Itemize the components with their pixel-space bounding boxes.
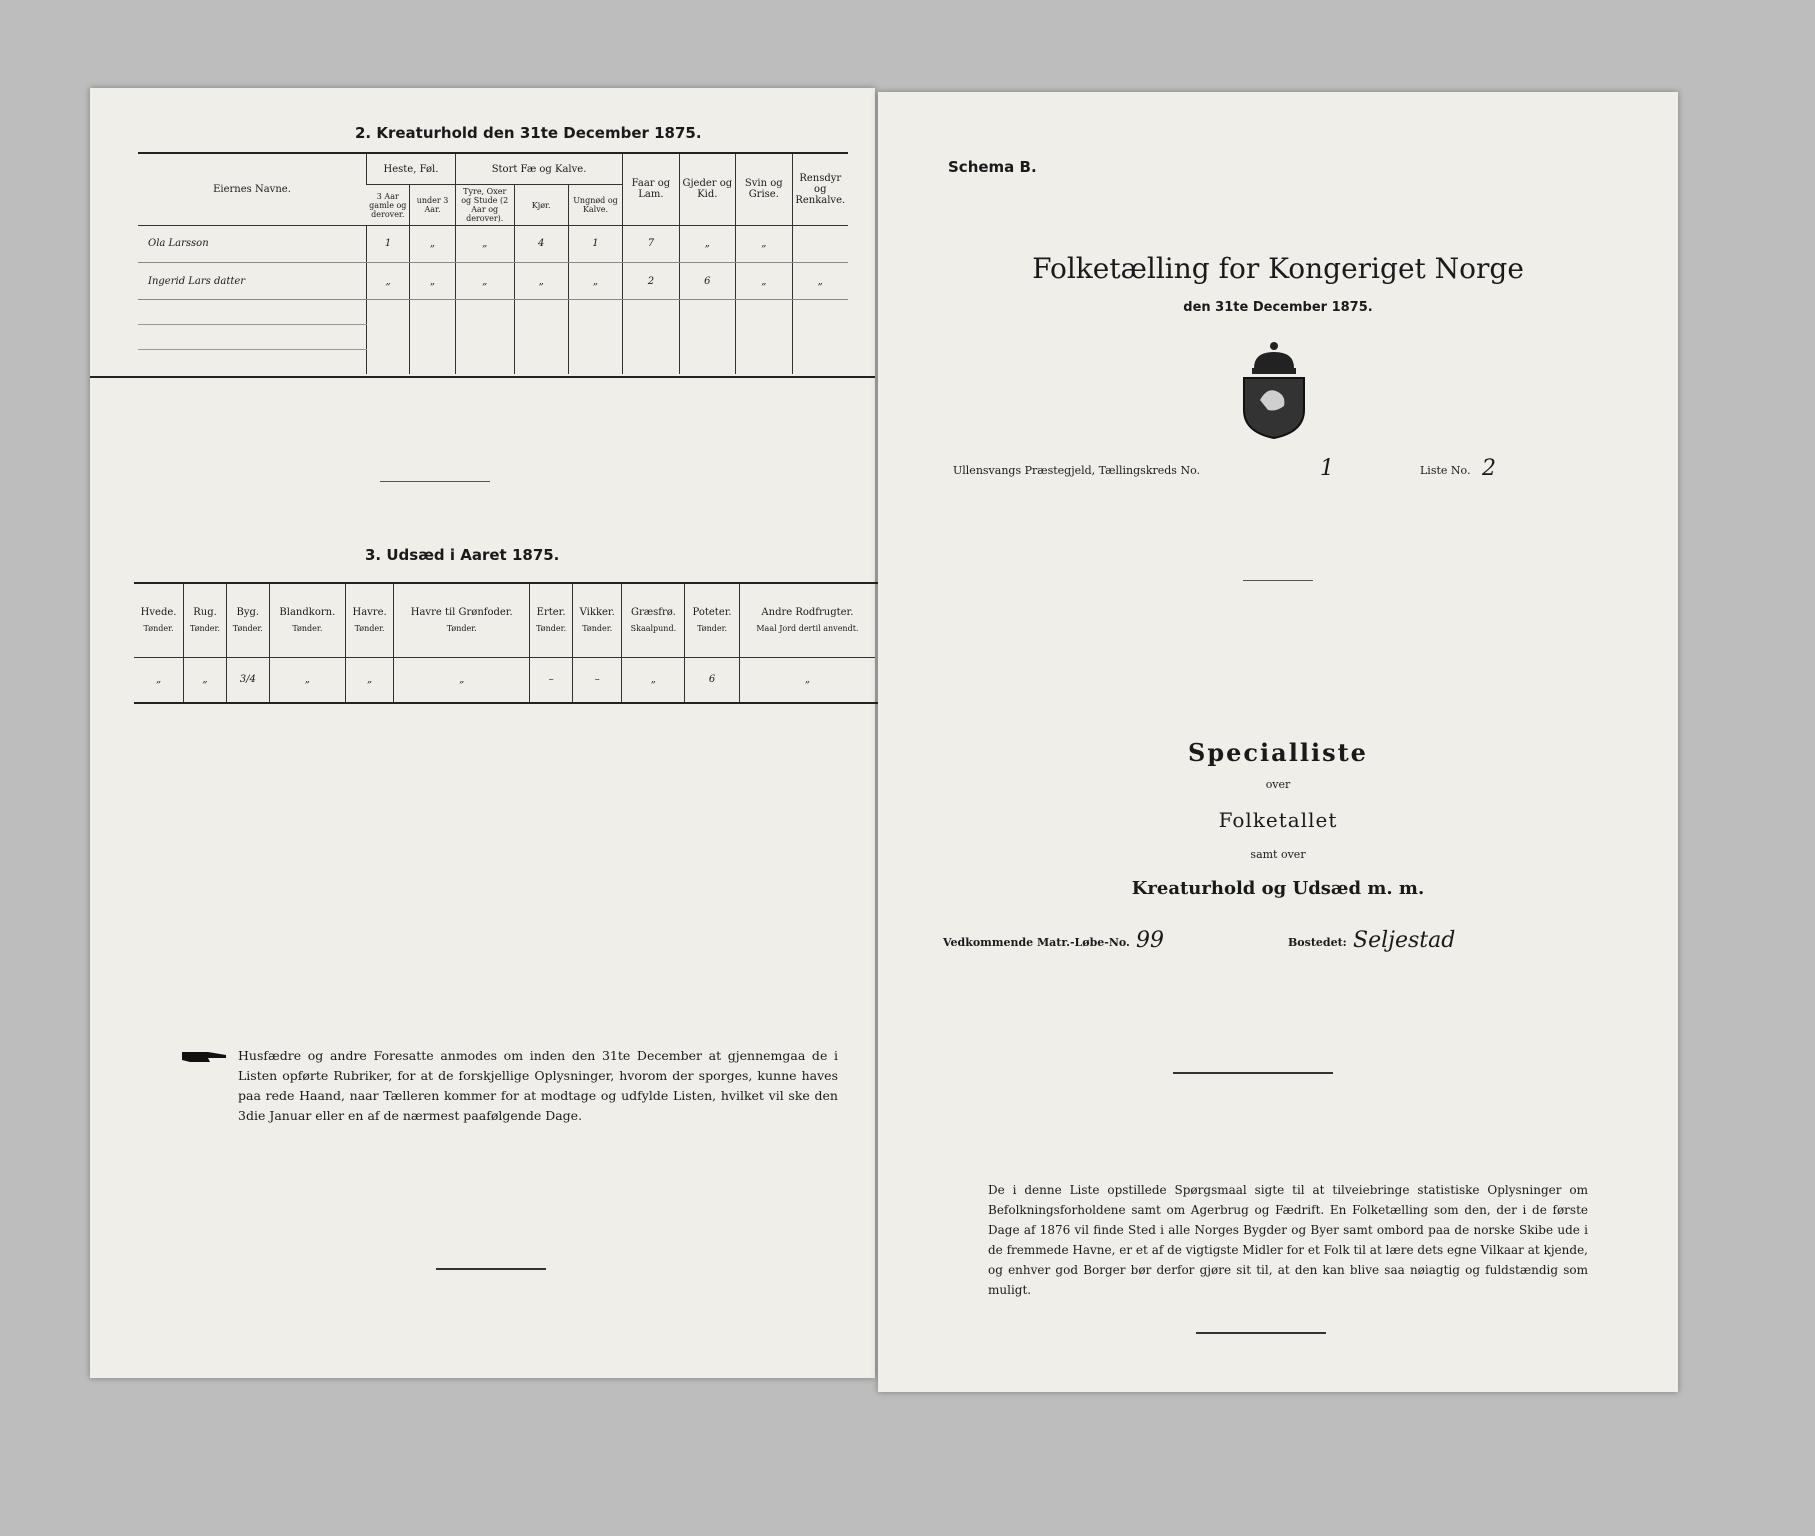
liste-label: Liste No. (1420, 464, 1471, 477)
udsaed-header (685, 584, 740, 657)
main-title: Folketælling for Kongeriget Norge (1032, 252, 1524, 285)
header-heste-fol: Heste, Føl. (366, 154, 455, 185)
udsaed-header-unit: Tønder. (232, 624, 263, 634)
udsaed-header-label: Erter. (536, 607, 566, 619)
udsaed-header-label: Vikker. (579, 607, 615, 619)
cell: „ (568, 262, 622, 299)
udsaed-header-label: Andre Rodfrugter. (761, 607, 854, 619)
udsaed-value: „ (622, 657, 685, 702)
udsaed-header-label: Byg. (236, 607, 260, 619)
cell: „ (736, 225, 792, 262)
udsaed-header (345, 584, 393, 657)
footer-text: De i denne Liste opstillede Spørgsmaal sigte til at tilveiebringe statistiske Oplysninger om Befolkningsforholdene samt om Agerbrug og Fædrift. En Folketælling som den, der i de første Dage af 1876 vil finde Sted i alle Norges Bygder og Byer samt ombord paa de norske Skibe ude i de fremmede Havne, er et af de vigtigste Midler for et Folk til at lære dets egne Vilkaar at kjende, og enhver god Borger bør derfor gjøre sit til, at den kan blive saa nøiagtig og fuldstændig som muligt. (988, 1183, 1588, 1297)
udsaed-header-label: Græsfrø. (630, 607, 676, 619)
cell: „ (455, 262, 514, 299)
udsaed-header-unit: Tønder. (354, 624, 385, 634)
liste-number: 2 (1482, 456, 1496, 481)
bosted-value: Seljestad (1353, 928, 1456, 953)
samt-over-text: samt over (1250, 848, 1306, 861)
cell: „ (410, 262, 456, 299)
date-line: den 31te December 1875. (1183, 300, 1373, 315)
udsaed-header-label: Rug. (193, 607, 217, 619)
udsaed-header-unit: Tønder. (190, 624, 221, 634)
header-rensdyr: Rensdyr og Renkalve. (792, 154, 848, 225)
header-stort-a: Tyre, Oxer og Stude (2 Aar og derover). (455, 185, 514, 225)
udsaed-value: 3/4 (226, 657, 269, 702)
header-stort-c: Ungnød og Kalve. (568, 185, 622, 225)
udsaed-table (134, 584, 875, 702)
udsaed-title: 3. Udsæd i Aaret 1875. (365, 546, 560, 564)
udsaed-header (573, 584, 622, 657)
udsaed-header-label: Blandkorn. (279, 607, 336, 619)
right-page (878, 92, 1678, 1392)
schema-label: Schema B. (948, 158, 1037, 176)
cell: 7 (623, 225, 679, 262)
udsaed-value: – (530, 657, 573, 702)
udsaed-header-unit: Tønder. (292, 624, 323, 634)
udsaed-header (530, 584, 573, 657)
parish-number: 1 (1320, 456, 1334, 481)
udsaed-value: „ (269, 657, 345, 702)
matr-number: 99 (1136, 928, 1164, 953)
udsaed-header (184, 584, 227, 657)
parish-label: Ullensvangs Præstegjeld, Tællingskreds No. (953, 464, 1200, 477)
cell: 2 (623, 262, 679, 299)
cell (792, 225, 848, 262)
udsaed-value: „ (345, 657, 393, 702)
cell: 6 (679, 262, 735, 299)
table-row (138, 225, 848, 262)
udsaed-value: – (573, 657, 622, 702)
header-svin: Svin og Grise. (736, 154, 792, 225)
udsaed-header (739, 584, 875, 657)
cell: „ (410, 225, 456, 262)
table-row (138, 262, 848, 299)
udsaed-header (269, 584, 345, 657)
udsaed-header (394, 584, 530, 657)
udsaed-value: „ (184, 657, 227, 702)
udsaed-header-label: Havre til Grønfoder. (410, 607, 513, 619)
udsaed-value: „ (394, 657, 530, 702)
pointing-hand-icon (180, 1048, 230, 1066)
cell: „ (455, 225, 514, 262)
udsaed-header-unit: Skaalpund. (630, 624, 677, 634)
udsaed-header-unit: Tønder. (446, 624, 477, 634)
udsaed-header-unit: Tønder. (582, 624, 613, 634)
header-faar: Faar og Lam. (623, 154, 679, 225)
udsaed-header-unit: Maal Jord dertil anvendt. (756, 624, 859, 634)
udsaed-header-label: Havre. (352, 607, 387, 619)
udsaed-header-unit: Tønder. (536, 624, 567, 634)
cell: „ (679, 225, 735, 262)
udsaed-value: „ (739, 657, 875, 702)
udsaed-value: „ (155, 674, 162, 686)
udsaed-value: 6 (685, 657, 740, 702)
kreaturhold-title: Kreaturhold og Udsæd m. m. (1131, 878, 1425, 899)
header-stort-fae: Stort Fæ og Kalve. (455, 154, 622, 185)
udsaed-header (134, 584, 184, 657)
coat-of-arms-icon (1234, 340, 1314, 440)
cell: „ (514, 262, 568, 299)
over-text: over (1265, 778, 1291, 791)
owner-name: Ingerid Lars datter (138, 262, 366, 299)
header-stort-b: Kjør. (514, 185, 568, 225)
header-heste-a: 3 Aar gamle og derover. (366, 185, 409, 225)
udsaed-header-unit: Tønder. (143, 624, 174, 634)
header-heste-b: under 3 Aar. (410, 185, 456, 225)
cell: „ (792, 262, 848, 299)
header-eiernes-navne: Eiernes Navne. (213, 183, 291, 195)
cell: 1 (568, 225, 622, 262)
owner-name: Ola Larsson (138, 225, 366, 262)
matr-label: Vedkommende Matr.-Løbe-No. (943, 936, 1130, 949)
cell: „ (736, 262, 792, 299)
folketallet-title: Folketallet (1218, 808, 1338, 832)
bosted-label: Bostedet: (1288, 936, 1347, 949)
left-page (90, 88, 875, 1378)
udsaed-header (226, 584, 269, 657)
kreatur-title: 2. Kreaturhold den 31te December 1875. (355, 124, 702, 142)
cell: „ (366, 262, 409, 299)
cell: 4 (514, 225, 568, 262)
specialliste-title: Specialliste (1188, 738, 1368, 767)
udsaed-header-unit: Tønder. (697, 624, 728, 634)
notice-text: Husfædre og andre Foresatte anmodes om inden den 31te December at gjennemgaa de i Listen opførte Rubriker, for at de forskjellige Oplysninger, hvorom der sporges, kunne haves paa rede Haand, naar Tælleren kommer for at modtage og udfylde Listen, hvilket vil ske den 3die Januar eller en af de nærmest paafølgende Dage. (238, 1048, 838, 1123)
cell: 1 (366, 225, 409, 262)
udsaed-header (622, 584, 685, 657)
udsaed-header-label: Hvede. (140, 607, 177, 619)
udsaed-header-label: Poteter. (692, 607, 732, 619)
kreatur-table (138, 154, 848, 374)
header-gjeder: Gjeder og Kid. (679, 154, 735, 225)
